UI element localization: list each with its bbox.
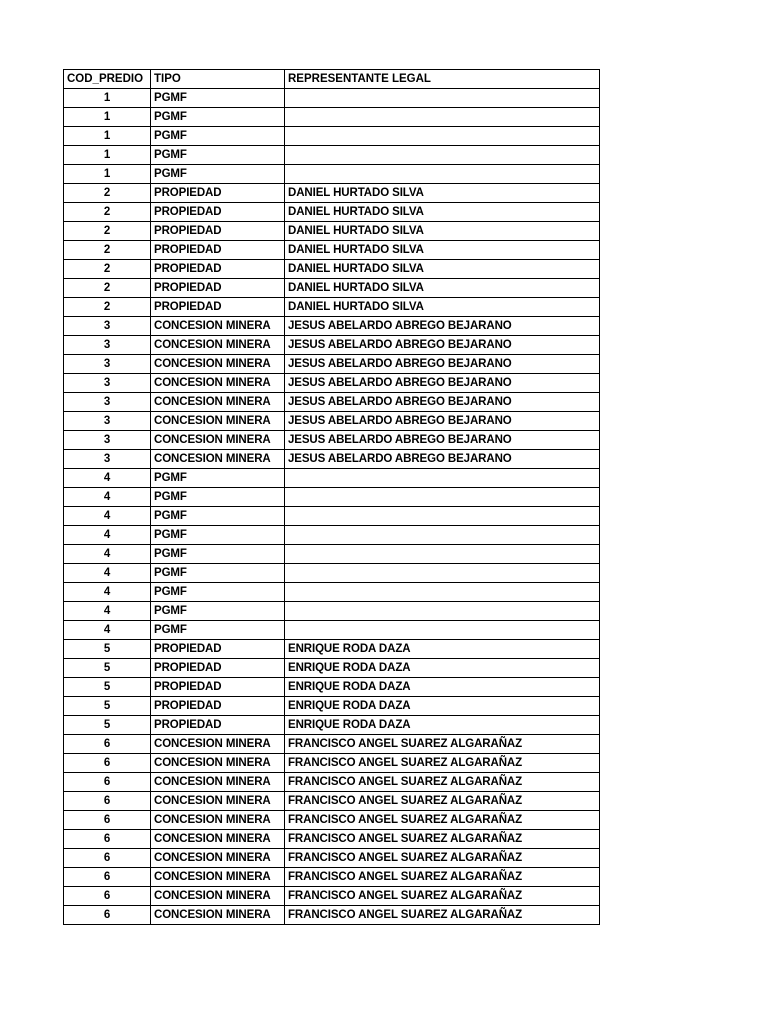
cell-cod-predio: 3	[64, 412, 151, 431]
header-cod-predio: COD_PREDIO	[64, 70, 151, 89]
cell-tipo: CONCESION MINERA	[151, 374, 285, 393]
cell-representante-legal	[285, 488, 600, 507]
cell-tipo: PGMF	[151, 488, 285, 507]
cell-cod-predio: 6	[64, 868, 151, 887]
cell-cod-predio: 6	[64, 754, 151, 773]
cell-tipo: PGMF	[151, 146, 285, 165]
cell-tipo: PROPIEDAD	[151, 222, 285, 241]
table-row	[64, 868, 600, 887]
cell-cod-predio: 6	[64, 830, 151, 849]
cell-cod-predio: 6	[64, 849, 151, 868]
cell-representante-legal: DANIEL HURTADO SILVA	[285, 279, 600, 298]
cell-tipo: PROPIEDAD	[151, 640, 285, 659]
cell-representante-legal: DANIEL HURTADO SILVA	[285, 298, 600, 317]
cell-cod-predio: 4	[64, 469, 151, 488]
cell-cod-predio: 6	[64, 906, 151, 925]
cell-representante-legal	[285, 165, 600, 184]
cell-cod-predio: 1	[64, 89, 151, 108]
table-row	[64, 640, 600, 659]
cell-tipo: PGMF	[151, 564, 285, 583]
table-row	[64, 469, 600, 488]
table-row	[64, 393, 600, 412]
cell-representante-legal: FRANCISCO ANGEL SUAREZ ALGARAÑAZ	[285, 811, 600, 830]
cell-representante-legal: ENRIQUE RODA DAZA	[285, 697, 600, 716]
cell-cod-predio: 3	[64, 431, 151, 450]
table-row	[64, 526, 600, 545]
cell-tipo: PROPIEDAD	[151, 260, 285, 279]
cell-representante-legal: JESUS ABELARDO ABREGO BEJARANO	[285, 317, 600, 336]
table-row	[64, 906, 600, 925]
cell-tipo: CONCESION MINERA	[151, 450, 285, 469]
table-row	[64, 545, 600, 564]
cell-cod-predio: 6	[64, 773, 151, 792]
cell-cod-predio: 4	[64, 602, 151, 621]
cell-cod-predio: 3	[64, 393, 151, 412]
cell-representante-legal: FRANCISCO ANGEL SUAREZ ALGARAÑAZ	[285, 735, 600, 754]
cell-cod-predio: 4	[64, 564, 151, 583]
table-row	[64, 241, 600, 260]
cell-representante-legal: JESUS ABELARDO ABREGO BEJARANO	[285, 355, 600, 374]
table-row	[64, 317, 600, 336]
cell-representante-legal: ENRIQUE RODA DAZA	[285, 716, 600, 735]
cell-cod-predio: 2	[64, 203, 151, 222]
cell-cod-predio: 2	[64, 184, 151, 203]
table-row	[64, 621, 600, 640]
table-row	[64, 355, 600, 374]
cell-tipo: CONCESION MINERA	[151, 735, 285, 754]
cell-tipo: PGMF	[151, 621, 285, 640]
table-row	[64, 887, 600, 906]
cell-representante-legal: FRANCISCO ANGEL SUAREZ ALGARAÑAZ	[285, 792, 600, 811]
cell-representante-legal	[285, 564, 600, 583]
cell-representante-legal	[285, 146, 600, 165]
cell-representante-legal	[285, 545, 600, 564]
table-row	[64, 279, 600, 298]
cell-tipo: PGMF	[151, 507, 285, 526]
table-row	[64, 222, 600, 241]
cell-tipo: PGMF	[151, 583, 285, 602]
table-row	[64, 811, 600, 830]
cell-tipo: PROPIEDAD	[151, 203, 285, 222]
cell-cod-predio: 5	[64, 659, 151, 678]
cell-tipo: CONCESION MINERA	[151, 792, 285, 811]
cell-representante-legal	[285, 583, 600, 602]
cell-representante-legal: DANIEL HURTADO SILVA	[285, 184, 600, 203]
table-row	[64, 336, 600, 355]
cell-cod-predio: 1	[64, 146, 151, 165]
cell-tipo: CONCESION MINERA	[151, 431, 285, 450]
header-tipo: TIPO	[151, 70, 285, 89]
table-row	[64, 659, 600, 678]
cell-representante-legal	[285, 507, 600, 526]
cell-representante-legal	[285, 89, 600, 108]
table-row	[64, 716, 600, 735]
cell-tipo: CONCESION MINERA	[151, 811, 285, 830]
table-row	[64, 184, 600, 203]
table-row	[64, 735, 600, 754]
cell-tipo: CONCESION MINERA	[151, 336, 285, 355]
cell-representante-legal: JESUS ABELARDO ABREGO BEJARANO	[285, 450, 600, 469]
cell-representante-legal: ENRIQUE RODA DAZA	[285, 678, 600, 697]
cell-cod-predio: 2	[64, 279, 151, 298]
header-representante-legal: REPRESENTANTE LEGAL	[285, 70, 600, 89]
table-row	[64, 146, 600, 165]
table-row	[64, 260, 600, 279]
table-row	[64, 849, 600, 868]
cell-representante-legal: DANIEL HURTADO SILVA	[285, 241, 600, 260]
cell-tipo: PROPIEDAD	[151, 241, 285, 260]
predios-table	[63, 69, 600, 925]
cell-tipo: CONCESION MINERA	[151, 830, 285, 849]
cell-cod-predio: 4	[64, 545, 151, 564]
table-row	[64, 165, 600, 184]
cell-tipo: CONCESION MINERA	[151, 355, 285, 374]
table-row	[64, 374, 600, 393]
table-row	[64, 583, 600, 602]
table-row	[64, 203, 600, 222]
cell-representante-legal	[285, 621, 600, 640]
table-row	[64, 773, 600, 792]
cell-cod-predio: 1	[64, 165, 151, 184]
cell-representante-legal: FRANCISCO ANGEL SUAREZ ALGARAÑAZ	[285, 754, 600, 773]
cell-tipo: PGMF	[151, 526, 285, 545]
cell-representante-legal	[285, 526, 600, 545]
cell-tipo: PGMF	[151, 108, 285, 127]
header-row	[64, 70, 600, 89]
table-row	[64, 507, 600, 526]
cell-tipo: PGMF	[151, 89, 285, 108]
table-header	[64, 70, 600, 89]
table-row	[64, 298, 600, 317]
cell-cod-predio: 3	[64, 355, 151, 374]
table-row	[64, 830, 600, 849]
cell-tipo: CONCESION MINERA	[151, 849, 285, 868]
cell-tipo: PGMF	[151, 469, 285, 488]
cell-cod-predio: 6	[64, 792, 151, 811]
cell-cod-predio: 3	[64, 317, 151, 336]
cell-cod-predio: 2	[64, 298, 151, 317]
cell-tipo: CONCESION MINERA	[151, 317, 285, 336]
cell-cod-predio: 5	[64, 678, 151, 697]
cell-tipo: CONCESION MINERA	[151, 868, 285, 887]
cell-representante-legal: FRANCISCO ANGEL SUAREZ ALGARAÑAZ	[285, 868, 600, 887]
cell-representante-legal	[285, 127, 600, 146]
cell-cod-predio: 6	[64, 811, 151, 830]
table-row	[64, 127, 600, 146]
cell-representante-legal: JESUS ABELARDO ABREGO BEJARANO	[285, 374, 600, 393]
cell-tipo: PGMF	[151, 165, 285, 184]
table-row	[64, 602, 600, 621]
cell-representante-legal: FRANCISCO ANGEL SUAREZ ALGARAÑAZ	[285, 887, 600, 906]
cell-cod-predio: 1	[64, 108, 151, 127]
cell-tipo: CONCESION MINERA	[151, 754, 285, 773]
table-row	[64, 108, 600, 127]
cell-representante-legal: FRANCISCO ANGEL SUAREZ ALGARAÑAZ	[285, 773, 600, 792]
cell-cod-predio: 2	[64, 260, 151, 279]
cell-representante-legal: ENRIQUE RODA DAZA	[285, 659, 600, 678]
cell-cod-predio: 5	[64, 716, 151, 735]
cell-tipo: CONCESION MINERA	[151, 906, 285, 925]
cell-cod-predio: 2	[64, 222, 151, 241]
cell-tipo: PROPIEDAD	[151, 697, 285, 716]
table-row	[64, 697, 600, 716]
table-row	[64, 412, 600, 431]
cell-tipo: PROPIEDAD	[151, 279, 285, 298]
table-row	[64, 89, 600, 108]
cell-cod-predio: 4	[64, 488, 151, 507]
cell-cod-predio: 5	[64, 697, 151, 716]
cell-tipo: CONCESION MINERA	[151, 887, 285, 906]
table-row	[64, 792, 600, 811]
cell-representante-legal: DANIEL HURTADO SILVA	[285, 203, 600, 222]
cell-cod-predio: 6	[64, 887, 151, 906]
table-row	[64, 488, 600, 507]
cell-cod-predio: 2	[64, 241, 151, 260]
table-body	[64, 89, 600, 925]
cell-representante-legal: DANIEL HURTADO SILVA	[285, 222, 600, 241]
cell-representante-legal: FRANCISCO ANGEL SUAREZ ALGARAÑAZ	[285, 849, 600, 868]
cell-representante-legal: FRANCISCO ANGEL SUAREZ ALGARAÑAZ	[285, 906, 600, 925]
table-row	[64, 678, 600, 697]
cell-cod-predio: 1	[64, 127, 151, 146]
cell-representante-legal	[285, 108, 600, 127]
cell-tipo: PROPIEDAD	[151, 716, 285, 735]
cell-cod-predio: 4	[64, 621, 151, 640]
cell-representante-legal	[285, 602, 600, 621]
table-row	[64, 431, 600, 450]
cell-cod-predio: 5	[64, 640, 151, 659]
cell-tipo: PGMF	[151, 602, 285, 621]
cell-representante-legal: JESUS ABELARDO ABREGO BEJARANO	[285, 412, 600, 431]
cell-representante-legal: DANIEL HURTADO SILVA	[285, 260, 600, 279]
table-row	[64, 754, 600, 773]
cell-cod-predio: 4	[64, 583, 151, 602]
cell-tipo: CONCESION MINERA	[151, 393, 285, 412]
cell-cod-predio: 6	[64, 735, 151, 754]
table-row	[64, 564, 600, 583]
cell-representante-legal: JESUS ABELARDO ABREGO BEJARANO	[285, 336, 600, 355]
cell-representante-legal: JESUS ABELARDO ABREGO BEJARANO	[285, 393, 600, 412]
cell-tipo: CONCESION MINERA	[151, 412, 285, 431]
cell-representante-legal	[285, 469, 600, 488]
cell-tipo: PROPIEDAD	[151, 184, 285, 203]
cell-cod-predio: 3	[64, 374, 151, 393]
cell-cod-predio: 4	[64, 507, 151, 526]
cell-cod-predio: 3	[64, 450, 151, 469]
cell-cod-predio: 4	[64, 526, 151, 545]
cell-tipo: PROPIEDAD	[151, 298, 285, 317]
cell-tipo: PROPIEDAD	[151, 678, 285, 697]
cell-cod-predio: 3	[64, 336, 151, 355]
table-row	[64, 450, 600, 469]
cell-representante-legal: FRANCISCO ANGEL SUAREZ ALGARAÑAZ	[285, 830, 600, 849]
cell-representante-legal: JESUS ABELARDO ABREGO BEJARANO	[285, 431, 600, 450]
cell-tipo: PGMF	[151, 127, 285, 146]
cell-tipo: PROPIEDAD	[151, 659, 285, 678]
cell-tipo: PGMF	[151, 545, 285, 564]
cell-representante-legal: ENRIQUE RODA DAZA	[285, 640, 600, 659]
cell-tipo: CONCESION MINERA	[151, 773, 285, 792]
